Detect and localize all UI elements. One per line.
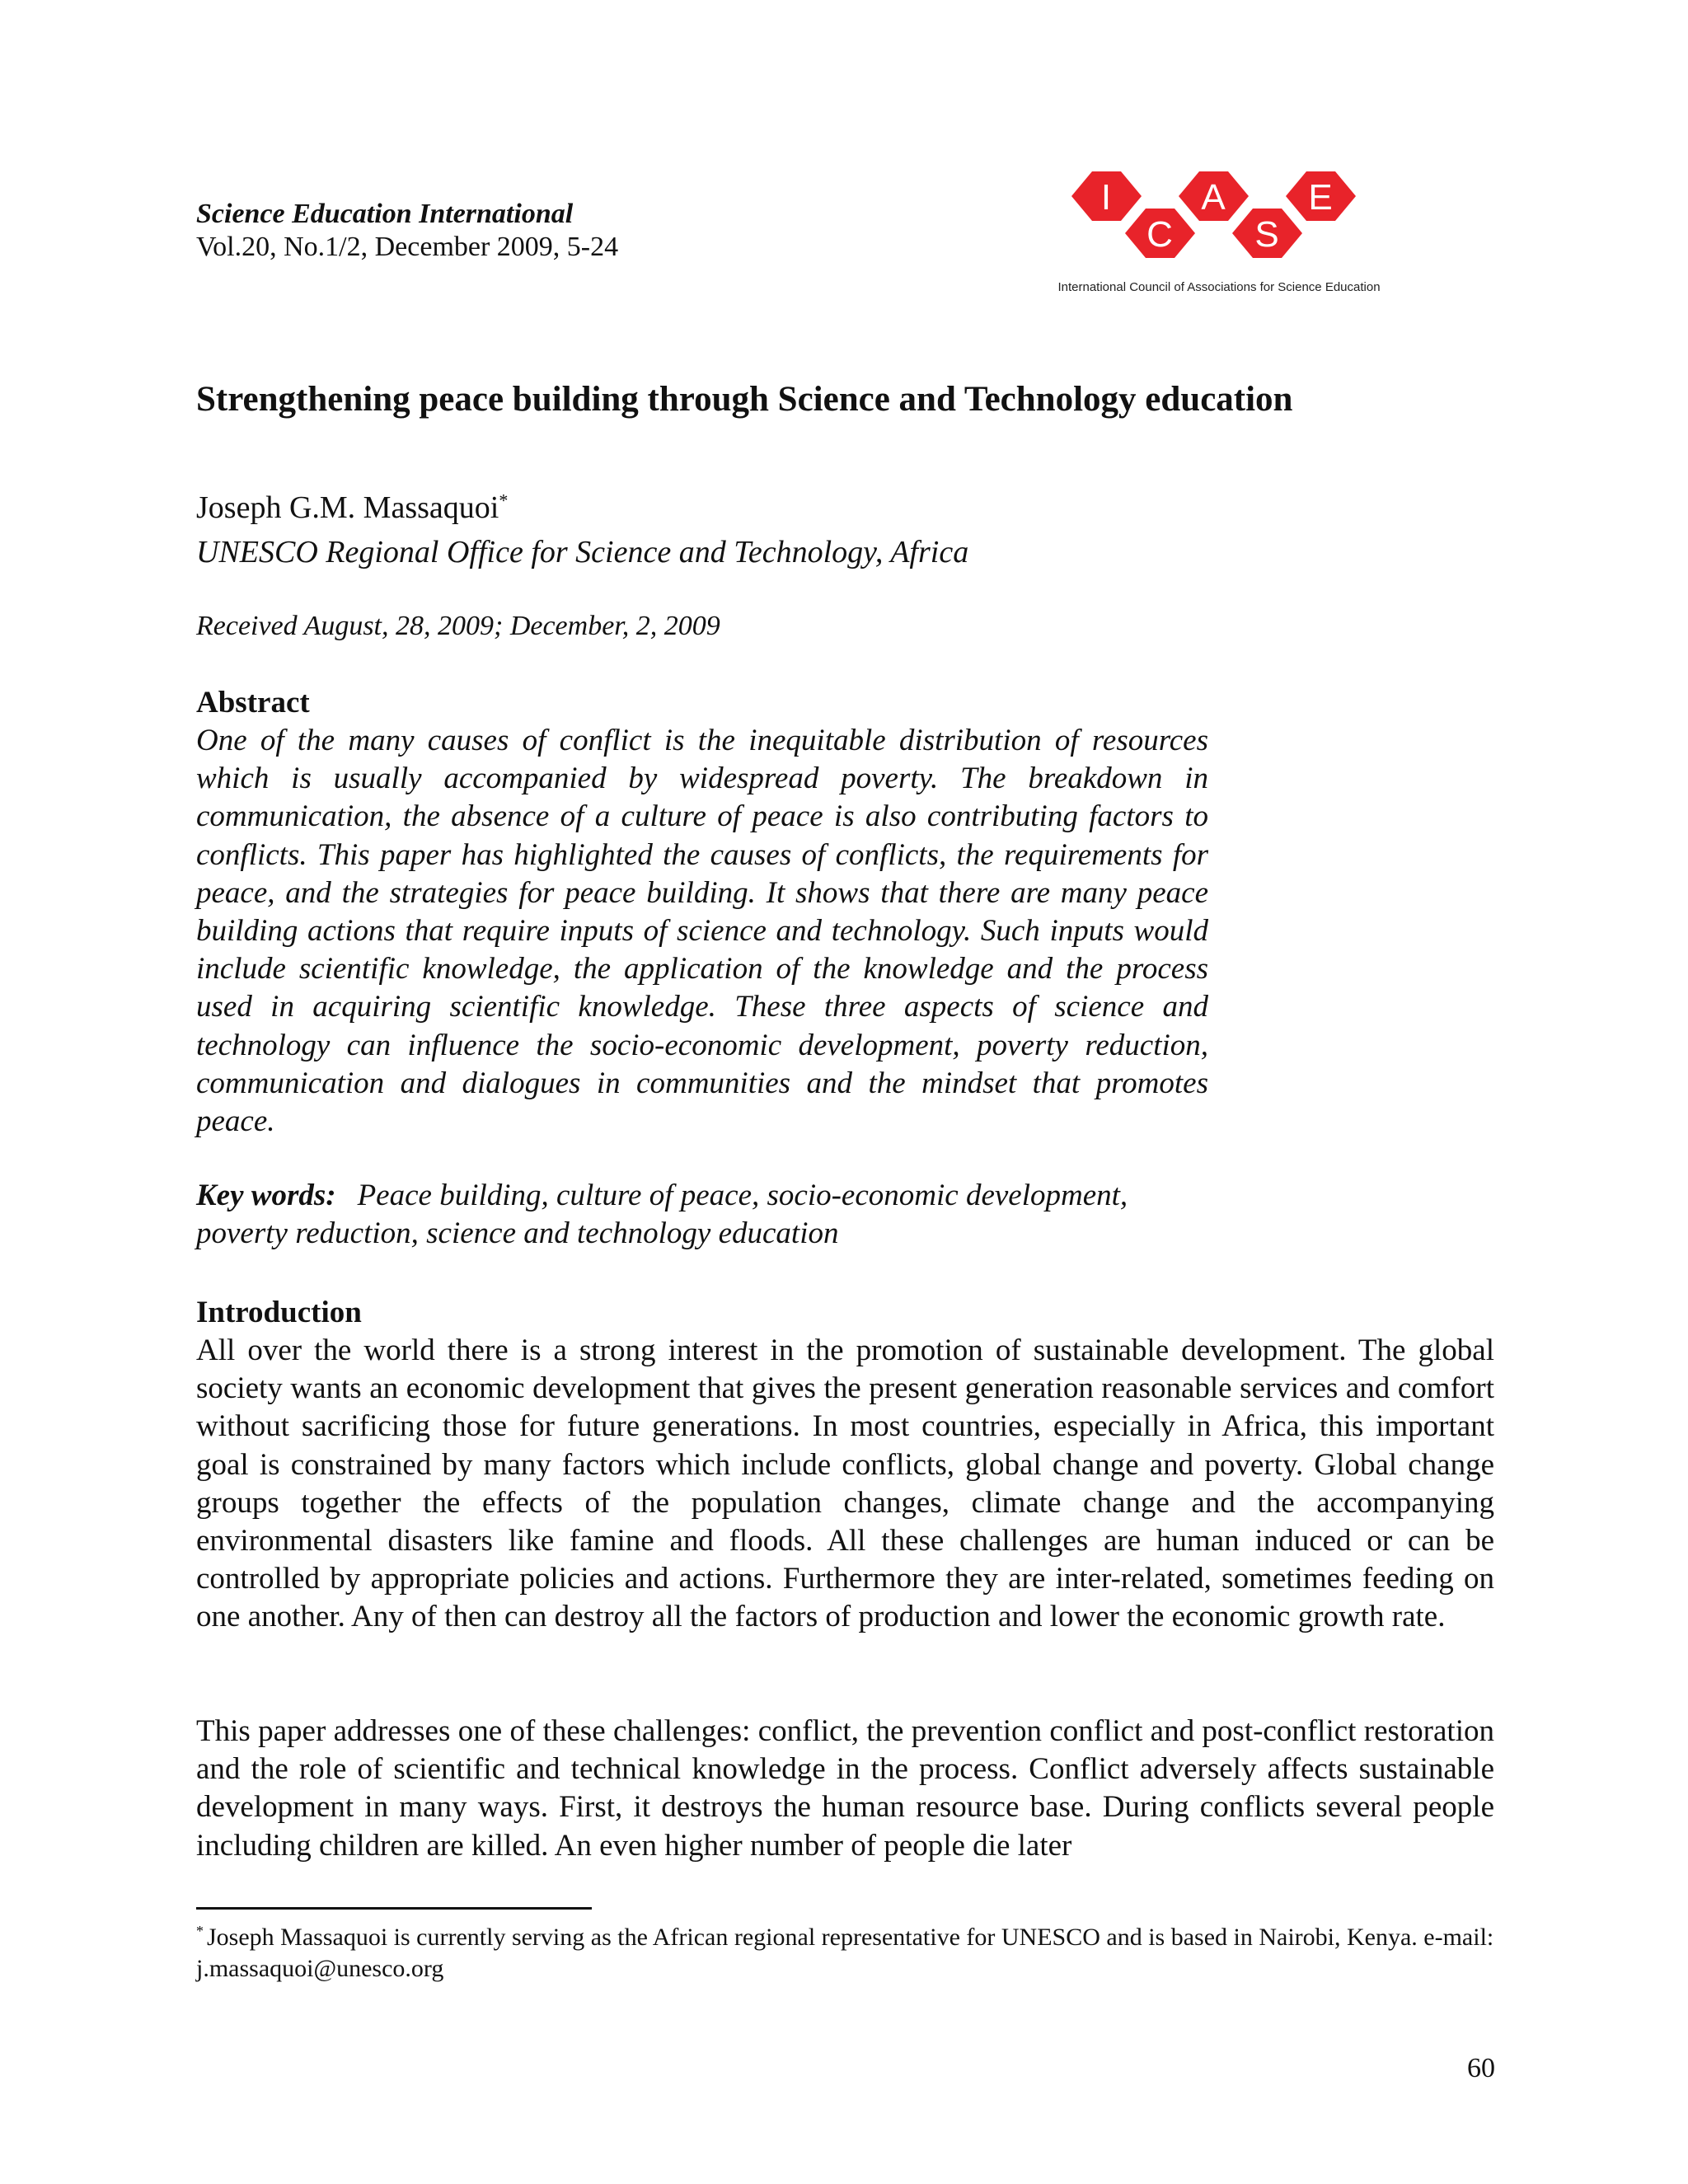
introduction-heading: Introduction: [196, 1296, 362, 1329]
abstract-text: One of the many causes of conflict is the inequitable distribution of resources which is usually accompanied by widespread poverty. The breakdown in communication, the absence of a culture of peace is also contributing factors to conflicts. This paper has highlighted the causes of conflicts, the requirements for peace, and the strategies for peace building. It shows that there are many peace building actions that require inputs of science and technology. Such inputs would include scientific knowledge, the application of the knowledge and the process used in acquiring scientific knowledge. These three aspects of science and technology can influence the socio-economic development, poverty reduction, communication and dialogues in communities and the mindset that promotes peace.: [196, 724, 1208, 1139]
author-line: [196, 488, 508, 527]
keywords-label: Key words:: [196, 1179, 336, 1212]
logo-letter-s: S: [1254, 214, 1279, 255]
journal-volume: Vol.20, No.1/2, December 2009, 5-24: [196, 232, 619, 262]
received-dates: Received August, 28, 2009; December, 2, 2009: [196, 611, 720, 641]
footnote-divider: [196, 1907, 592, 1910]
keywords-text: Peace building, culture of peace, socio-economic development, poverty reduction, science and technology education: [196, 1179, 1128, 1250]
footnote: [196, 1922, 1494, 1985]
logo-caption: International Council of Associations for Science Education: [1057, 280, 1381, 294]
author-name: Joseph G.M. Massaquoi: [196, 490, 499, 525]
author-affiliation: UNESCO Regional Office for Science and Technology, Africa: [196, 535, 969, 569]
keywords: [196, 1177, 1218, 1253]
article-title: Strengthening peace building through Science and Technology education: [196, 380, 1293, 419]
footnote-mark: *: [196, 1923, 204, 1939]
logo-letter-a: A: [1201, 177, 1226, 218]
introduction-paragraph-1: All over the world there is a strong interest in the promotion of sustainable development. The global society wants an economic development that gives the present generation reasonable services and comfort without sacrificing those for future generations. In most countries, especially in Africa, this important goal is constrained by many factors which include conflicts, global change and poverty. Global change groups together the effects of the population changes, climate change and the accompanying environmental disasters like famine and floods. All these challenges are human induced or can be controlled by appropriate policies and actions. Furthermore they are inter-related, sometimes feeding on one another. Any of then can destroy all the factors of production and lower the economic growth rate.: [196, 1333, 1494, 1634]
page-number: 60: [1467, 2053, 1495, 2083]
journal-title: Science Education International: [196, 199, 574, 229]
logo-letter-i: I: [1100, 177, 1112, 218]
abstract-heading: Abstract: [196, 686, 310, 719]
logo-letter-e: E: [1308, 177, 1333, 218]
introduction-paragraph-2: This paper addresses one of these challenges: conflict, the prevention conflict and post-conflict restoration and the role of scientific and technical knowledge in the process. Conflict adversely affects sustainable development in many ways. First, it destroys the human resource base. During conflicts several people including children are killed. An even higher number of people die later: [196, 1714, 1494, 1863]
footnote-text: Joseph Massaquoi is currently serving as the African regional representative for UNESCO and is based in Nairobi, Kenya. e-mail: j.massaquoi@unesco.org: [196, 1924, 1494, 1982]
journal-header: [196, 198, 618, 264]
logo-letter-c: C: [1146, 214, 1173, 255]
author-footnote-mark: *: [499, 490, 509, 511]
